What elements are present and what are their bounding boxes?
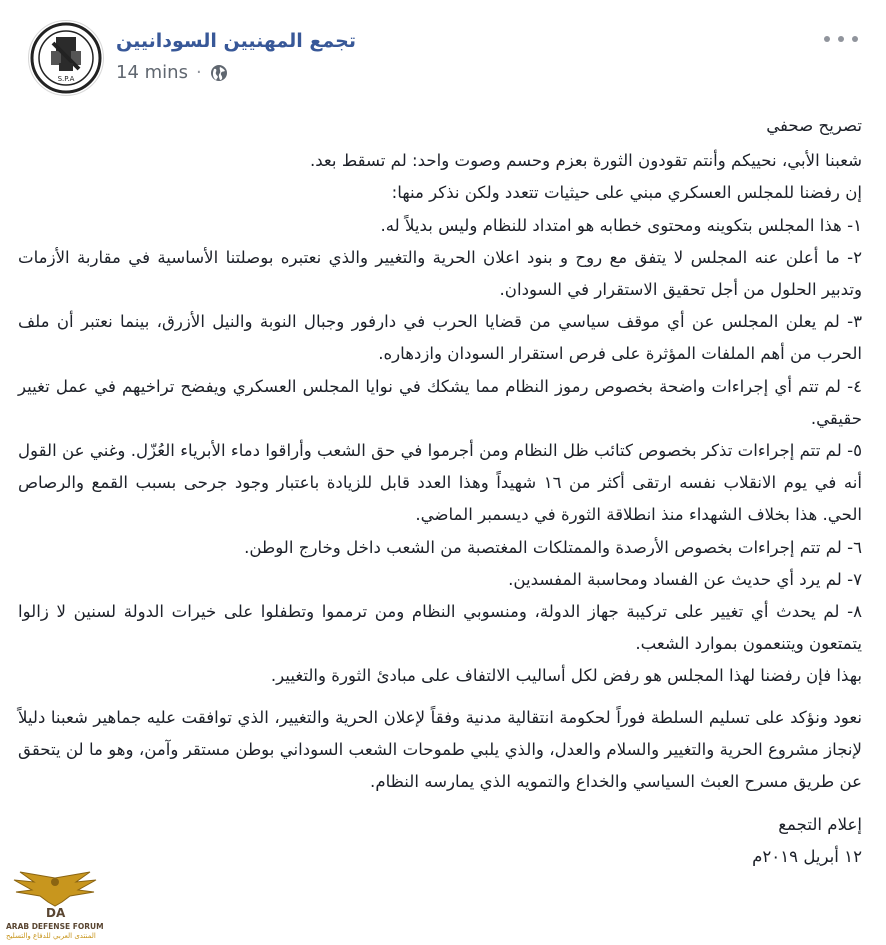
post-meta: [116, 62, 356, 83]
more-dot: [852, 36, 858, 42]
post-list-item: ٤- لم تتم أي إجراءات واضحة بخصوص رموز النظام مما يشكك في نوايا المجلس العسكري ويفضح تراخيهم في عمل تغيير حقيقي.: [18, 376, 862, 428]
spa-logo-icon: [29, 21, 103, 95]
post-list-item: ٣- لم يعلن المجلس عن أي موقف سياسي من قضايا الحرب في دارفور وجبال النوبة والنيل الأزرق، بينما نعتبر أن ملف الحرب من أهم الملفات المؤثرة على فرص استقرار السودان وازدهاره.: [18, 312, 862, 364]
more-dot: [824, 36, 830, 42]
meta-separator: ·: [195, 62, 202, 83]
post-paragraph: شعبنا الأبي، نحييكم وأنتم تقودون الثورة بعزم وحسم وصوت واحد: لم تسقط بعد.: [309, 151, 862, 171]
post-list-item: ١- هذا المجلس بتكوينه ومحتوى خطابه هو امتداد للنظام وليس بديلاً له.: [380, 215, 862, 235]
post-list-item: ٥- لم تتم إجراءات تذكر بخصوص كتائب ظل النظام ومن أجرموا في حق الشعب وأراقوا دماء الأبرياء العُزّل. وغني عن القول أنه في يوم الانقلاب نفسه ارتقى أكثر من ١٦ شهيداً وهذا العدد قابل للزيادة باعتبار وجود جرحى بسبب القمع والرصاص الحي. هذا بخلاف الشهداء منذ انطلاقة الثورة في ديسمبر الماضي.: [18, 441, 862, 525]
author-name[interactable]: تجمع المهنيين السودانيين: [116, 30, 356, 52]
post-list-item: ٧- لم يرد أي حديث عن الفساد ومحاسبة المفسدين.: [508, 569, 862, 589]
post-paragraph: بهذا فإن رفضنا لهذا المجلس هو رفض لكل أساليب الالتفاف على مبادئ الثورة والتغيير.: [270, 666, 862, 686]
avatar-label: S.P.A: [57, 75, 75, 83]
post-body: [18, 110, 862, 874]
globe-icon[interactable]: [210, 64, 228, 82]
more-dot: [838, 36, 844, 42]
post-paragraph: نعود ونؤكد على تسليم السلطة فوراً لحكومة انتقالية مدنية وفقاً لإعلان الحرية والتغيير، الذي توافقت عليه جماهير شعبنا دليلاً لإنجاز مشروع الحرية والتغيير والسلام والعدل، والذي يلبي طموحات الشعب السوداني بوطن مستقر وآمن، وهو ما لن يتحقق عن طريق مسرح العبث السياسي والخداع والتمويه الذي يمارسه النظام.: [18, 707, 862, 792]
post-list-item: ٦- لم تتم إجراءات بخصوص الأرصدة والممتلكات المغتصبة من الشعب داخل وخارج الوطن.: [244, 537, 862, 557]
avatar[interactable]: [28, 20, 104, 96]
watermark-subtitle: المنتدى العربي للدفاع والتسليح: [6, 932, 96, 940]
watermark-logo: [0, 870, 110, 945]
post-signature: إعلام التجمع: [778, 815, 862, 835]
post-paragraph: إن رفضنا للمجلس العسكري مبني على حيثيات تتعدد ولكن نذكر منها:: [391, 183, 862, 203]
eagle-icon: [0, 870, 110, 910]
post-header: [28, 20, 858, 100]
watermark-title: ARAB DEFENSE FORUM: [6, 922, 104, 931]
post-list-item: ٨- لم يحدث أي تغيير على تركيبة جهاز الدولة، ومنسوبي النظام ومن ترمموا وتطفلوا على خيرات الدولة لسنين لا زالوا يتمتعون ويتنعمون بموارد الشعب.: [18, 602, 862, 654]
statement-title: تصريح صحفي: [766, 116, 862, 135]
post-timestamp[interactable]: 14 mins: [116, 62, 188, 83]
post-date: ١٢ أبريل ٢٠١٩م: [752, 847, 862, 867]
watermark-badge: DA: [46, 906, 66, 920]
author-block: [116, 30, 356, 83]
post-list-item: ٢- ما أعلن عنه المجلس لا يتفق مع روح و بنود اعلان الحرية والتغيير والذي نعتبره بوصلتنا الأساسية في مقاربة الأزمات وتدبير الحلول من أجل تحقيق الاستقرار في السودان.: [18, 247, 862, 300]
paragraph-gap: [18, 693, 862, 702]
more-options-icon[interactable]: [824, 28, 858, 50]
